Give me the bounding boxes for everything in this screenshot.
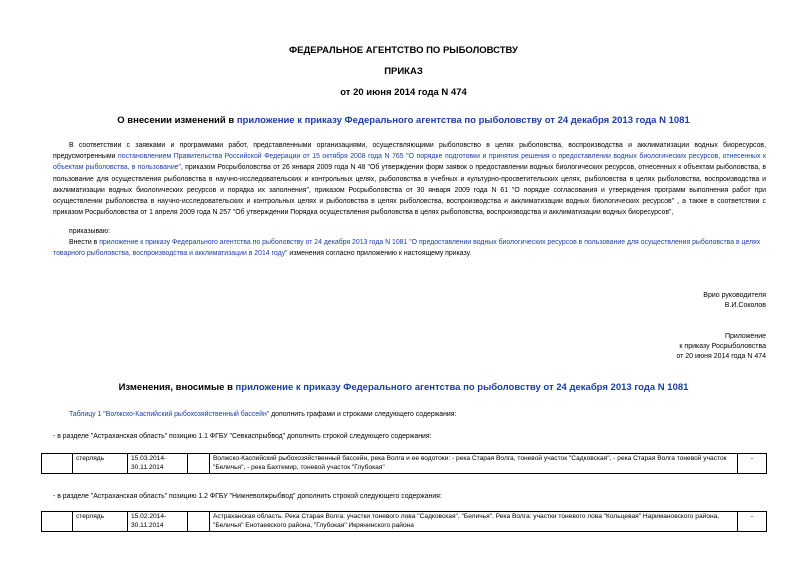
table-cell-species: стерлядь (73, 512, 128, 532)
appendix-block (500, 332, 766, 362)
appendix-line-3: от 20 июня 2014 года N 474 (676, 353, 766, 360)
preamble-link-order-257[interactable]: приказом Росрыболовства от 1 апреля 2009 года N 257 "Об утверждении Порядка осуществления рыболовства в целях рыболовства, воспроизводства и акклиматизации водных биоресурсов" (53, 209, 672, 217)
signature-block (500, 291, 766, 311)
signature-name: В.И.Соколов (724, 302, 766, 309)
table-cell-location: Волжско-Каспийский рыбохозяйственный бассейн, река Волга и ее водотоки: - река Старая Волга, тоневой участок "Садковская", - река Старая Волга тоневой участок "Беличья", - река Бахтемир, тоневой участок "Глубокая" (210, 454, 738, 474)
preamble-link-decree-765[interactable]: постановлением Правительства Российской Федерации от 15 октября 2008 года N 765 "О порядке подготовки и принятия решения о предоставлении водных биологических ресурсов, отнесенных к объектам рыболовства, в пользование" (53, 153, 766, 172)
changes-table-1 (41, 453, 767, 474)
section-1-text: - в разделе "Астраханская область" позицию 1.1 ФГБУ "Севкаспрыбвод" дополнить строкой следующего содержания: (53, 433, 432, 440)
document-type: ПРИКАЗ (384, 66, 423, 77)
preamble-link-order-61[interactable]: приказом Росрыболовства от 30 января 2009 года N 61 "О порядке согласования и утверждения программ выполнения работ при осуществлении рыболовства в научно-исследовательских и контрольных целях и рыболовства в целях рыболовства, воспроизводства и акклиматизации водных биологических ресурсов" (53, 186, 766, 206)
order-body-text: изменения согласно приложению к настоящему приказу. (287, 250, 472, 258)
changes-table-2 (41, 511, 767, 532)
table-cell-empty (42, 512, 73, 532)
preamble-text: , (671, 209, 674, 217)
preamble-text: , (308, 186, 315, 194)
changes-title-prefix: Изменения, вносимые в (118, 382, 236, 393)
section-2-text: - в разделе "Астраханская область" позицию 1.2 ФГБУ "Нижневолжрыбвод" дополнить строкой следующего содержания: (53, 493, 442, 500)
preamble-text: В соответствии с заявками и программами работ, представленными организациями, осуществляющими рыболовство в целях рыболовства, воспроизводства и акклиматизации водных биоресурсов, предусмотренными (53, 142, 766, 161)
order-word: приказываю: (69, 228, 110, 235)
table-cell-period: 15.02.2014- 30.11.2014 (128, 512, 188, 532)
document-title (0, 115, 807, 126)
table-cell-location: Астраханская область. Река Старая Волга: участки тоневого лова "Садковская", "Беличья". Река Волга: участки тоневого лова "Кольцевая" Наримановского района, "Беличья" Енотаевского района, "Глубокая" Икрянинского района (210, 512, 738, 532)
preamble-link-order-48[interactable]: приказом Росрыболовства от 26 января 2009 года N 48 "Об утверждении форм заявок о предоставлении водных биологических ресурсов, отнесенных к объектам рыболовства, в пользование для осуществления рыболовства в научно-исследовательских и контрольных целях, рыболовства в учебных и культурно-просветительских целях, рыболовства в целях рыболовства, воспроизводства и акклиматизации водных биологических ресурсов и порядка их заполнения" (53, 164, 766, 194)
table-cell-empty (188, 512, 210, 532)
document-date: от 20 июня 2014 года N 474 (340, 87, 467, 98)
order-body-text: Внести в (69, 239, 100, 246)
table-intro-link[interactable]: Таблицу 1 "Волжско-Каспийский рыбохозяйственный бассейн" (69, 411, 270, 418)
table-intro (69, 409, 456, 420)
appendix-line-2: к приказу Росрыболовства (679, 343, 766, 350)
changes-title-link[interactable]: приложение к приказу Федерального агентства по рыболовству от 24 декабря 2013 года N 1081 (235, 382, 689, 393)
changes-title (0, 382, 807, 393)
document-title-link[interactable]: приложение к приказу Федерального агентства по рыболовству от 24 декабря 2013 года N 1081 (236, 115, 690, 126)
document-title-prefix: О внесении изменений в (117, 115, 237, 126)
table-intro-text: дополнить графами и строками следующего содержания: (269, 411, 457, 418)
table-cell-volume: - (738, 454, 767, 474)
table-cell-species: стерлядь (73, 454, 128, 474)
preamble-text: , (180, 164, 186, 172)
order-body-paragraph (53, 237, 766, 259)
table-cell-empty (188, 454, 210, 474)
appendix-line-1: Приложение (724, 333, 766, 340)
table-row (42, 512, 767, 532)
signature-position: Врио руководителя (703, 292, 766, 299)
order-body-link[interactable]: приложение к приказу Федерального агентства по рыболовству от 24 декабря 2013 года N 1081 "О предоставлении водных биологических ресурсов в пользование для осуществления рыболовства в целях товарного рыболовства, воспроизводства и акклиматизации в 2014 году" (53, 239, 761, 258)
preamble-text: , а также в соответствии с (674, 198, 766, 206)
table-cell-period: 15.03.2014- 30.11.2014 (128, 454, 188, 474)
agency-name: ФЕДЕРАЛЬНОЕ АГЕНТСТВО ПО РЫБОЛОВСТВУ (289, 45, 518, 56)
table-cell-volume: - (738, 512, 767, 532)
preamble-paragraph (53, 140, 766, 218)
table-cell-empty (42, 454, 73, 474)
table-row (42, 454, 767, 474)
